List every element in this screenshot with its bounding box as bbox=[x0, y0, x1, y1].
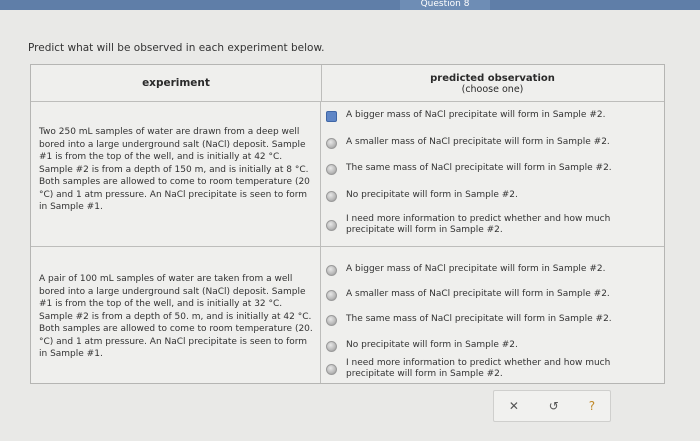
experiment-cell bbox=[31, 102, 321, 246]
option-row[interactable] bbox=[324, 137, 659, 149]
question-tab[interactable]: Question 8 bbox=[400, 0, 490, 10]
option-row[interactable] bbox=[324, 110, 659, 122]
option-row[interactable] bbox=[324, 163, 659, 175]
question-prompt: Predict what will be observed in each experiment below. bbox=[28, 42, 325, 54]
radio-button[interactable] bbox=[326, 191, 337, 202]
radio-button[interactable] bbox=[326, 364, 337, 375]
option-label: I need more information to predict whether and how much precipitate will form in Sample #2. bbox=[346, 358, 611, 379]
radio-button[interactable] bbox=[326, 341, 337, 352]
radio-button[interactable] bbox=[326, 138, 337, 149]
option-label: No precipitate will form in Sample #2. bbox=[346, 190, 518, 200]
experiment-row-1 bbox=[31, 102, 664, 247]
answer-toolbar bbox=[493, 390, 611, 422]
experiment-text: A pair of 100 mL samples of water are taken from a well bored into a large underground salt (NaCl) deposit. Sample #1 is from the top of the well, and is initially at 32 °C. Sample #2 is from a depth of 50. m, and is initially at 42 °C. Both samples are allowed to come to room temperature (20. °C) and 1 atm pressure. An NaCl precipitate is seen to form in Sample #1. bbox=[39, 274, 313, 359]
radio-button-selected[interactable] bbox=[326, 111, 337, 122]
observation-title: predicted observation bbox=[430, 73, 555, 84]
table-header bbox=[31, 65, 664, 102]
option-row[interactable] bbox=[324, 289, 659, 301]
option-label: A bigger mass of NaCl precipitate will form in Sample #2. bbox=[346, 264, 606, 274]
option-label: I need more information to predict whether and how much precipitate will form in Sample #2. bbox=[346, 214, 611, 235]
option-row[interactable] bbox=[324, 340, 659, 352]
observation-subtitle: (choose one) bbox=[461, 84, 524, 95]
experiment-cell bbox=[31, 247, 321, 383]
radio-button[interactable] bbox=[326, 265, 337, 276]
radio-button[interactable] bbox=[326, 315, 337, 326]
option-label: A smaller mass of NaCl precipitate will form in Sample #2. bbox=[346, 289, 610, 299]
column-header-experiment: experiment bbox=[31, 65, 322, 101]
experiment-row-2 bbox=[31, 247, 664, 383]
clear-button[interactable]: ✕ bbox=[508, 399, 519, 413]
experiment-text: Two 250 mL samples of water are drawn from a deep well bored into a large underground salt (NaCl) deposit. Sample #1 is from the top of the well, and is initially at 42 °C. Sample #2 is from a depth of 150 m, and is initially at 8 °C. Both samples are allowed to come to room temperature (20 °C) and 1 atm pressure. An NaCl precipitate is seen to form in Sample #1. bbox=[39, 127, 310, 212]
option-row[interactable] bbox=[324, 214, 659, 236]
prediction-table bbox=[30, 64, 665, 384]
option-label: The same mass of NaCl precipitate will form in Sample #2. bbox=[346, 314, 612, 324]
option-label: No precipitate will form in Sample #2. bbox=[346, 340, 518, 350]
option-row[interactable] bbox=[324, 264, 659, 276]
option-label: A bigger mass of NaCl precipitate will form in Sample #2. bbox=[346, 110, 606, 120]
option-label: The same mass of NaCl precipitate will form in Sample #2. bbox=[346, 163, 612, 173]
undo-button[interactable]: ↺ bbox=[548, 399, 559, 413]
option-row[interactable] bbox=[324, 314, 659, 326]
option-row[interactable] bbox=[324, 358, 659, 380]
help-button[interactable]: ? bbox=[588, 399, 596, 413]
radio-button[interactable] bbox=[326, 164, 337, 175]
column-header-observation bbox=[321, 65, 664, 101]
option-label: A smaller mass of NaCl precipitate will form in Sample #2. bbox=[346, 137, 610, 147]
top-bar bbox=[0, 0, 700, 10]
radio-button[interactable] bbox=[326, 220, 337, 231]
option-row[interactable] bbox=[324, 190, 659, 202]
radio-button[interactable] bbox=[326, 290, 337, 301]
